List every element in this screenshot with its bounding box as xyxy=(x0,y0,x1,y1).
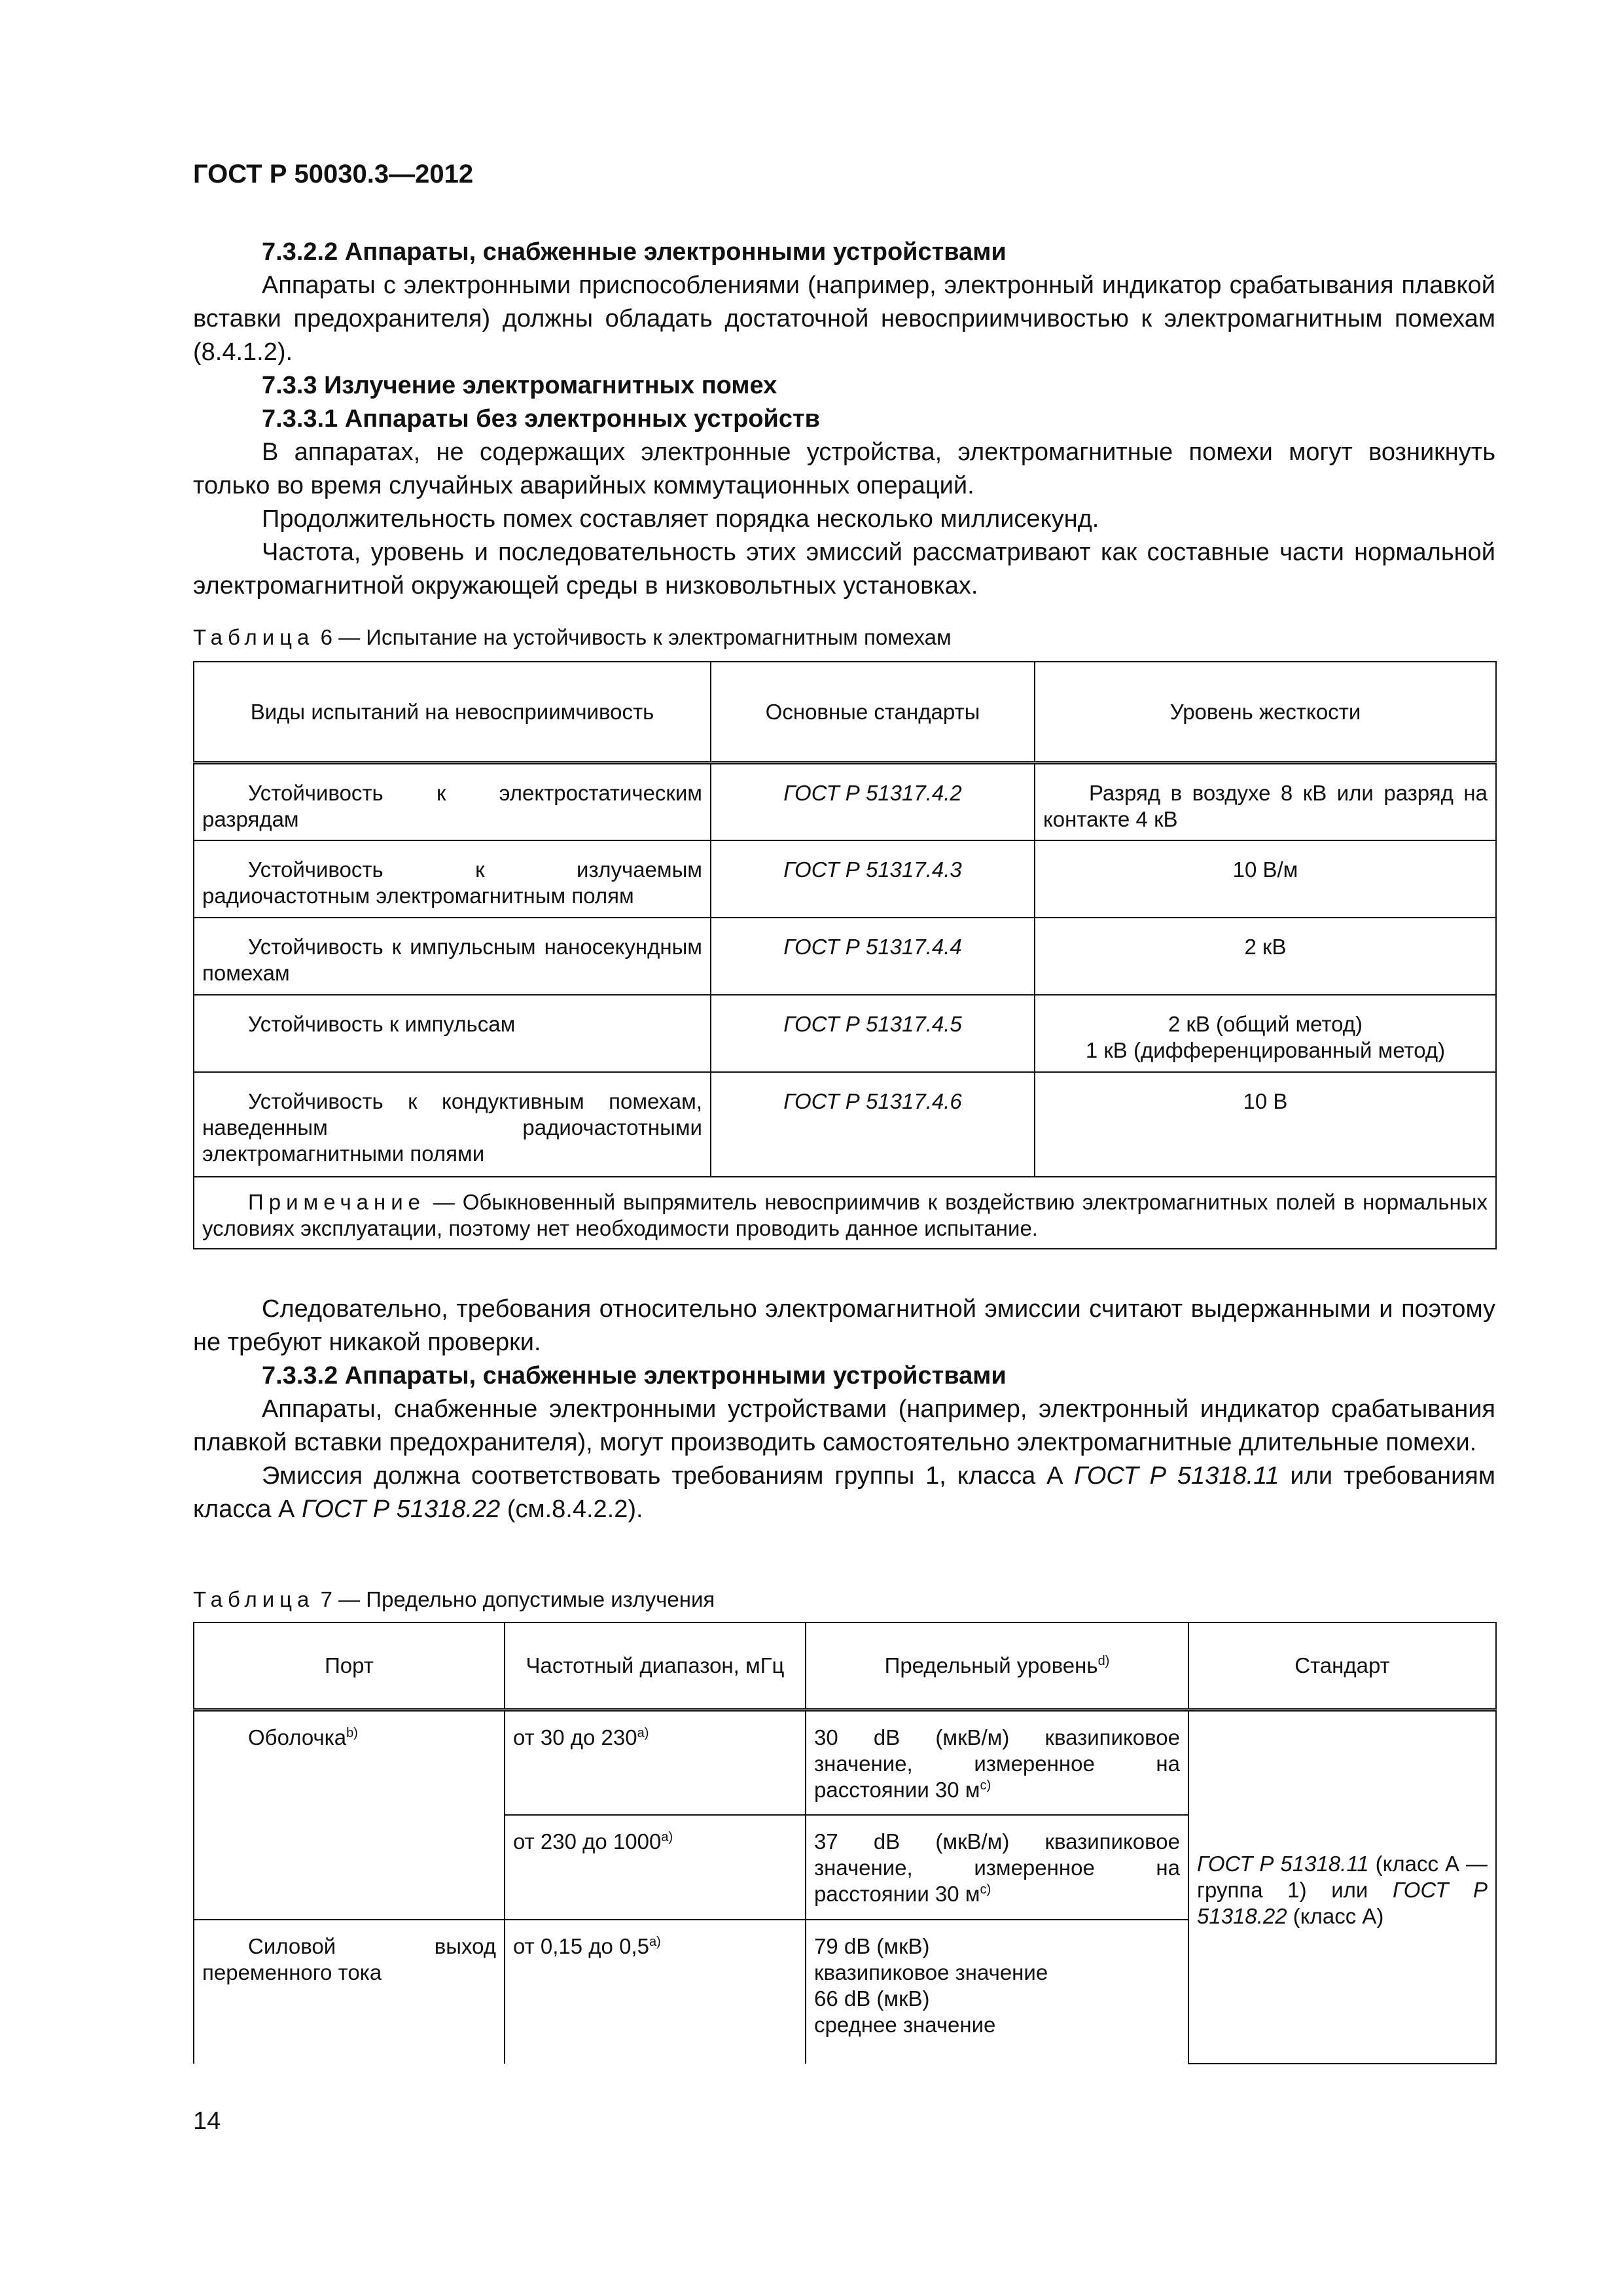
level-text: 30 dB (мкВ/м) квазипиковое значение, измеренное на расстоянии 30 м xyxy=(814,1725,1180,1802)
table-row xyxy=(194,1072,1496,1177)
footnote-mark: a) xyxy=(649,1934,661,1949)
table-header-row xyxy=(194,1623,1496,1710)
footnote-mark: b) xyxy=(346,1726,358,1740)
footnote-mark: a) xyxy=(661,1829,673,1844)
level-line: 1 кВ (дифференцированный метод) xyxy=(1085,1037,1446,1062)
caption-number: 7 xyxy=(320,1587,332,1611)
column-header: Уровень жесткости xyxy=(1035,662,1496,763)
column-header: Стандарт xyxy=(1188,1623,1496,1710)
column-header xyxy=(806,1623,1188,1710)
table-row xyxy=(194,995,1496,1072)
standard-reference: ГОСТ Р 51318.22 xyxy=(1197,1878,1488,1929)
level-cell xyxy=(1035,995,1496,1072)
frequency-cell xyxy=(505,1710,806,1815)
table-6 xyxy=(193,661,1497,1249)
frequency-cell xyxy=(505,1920,806,2064)
heading-7-3-3-2: 7.3.3.2 Аппараты, снабженные электронными устройствами xyxy=(262,1362,1007,1390)
table-row xyxy=(194,918,1496,995)
caption-text: — Испытание на устойчивость к электромагнитным помехам xyxy=(338,625,952,649)
heading-7-3-3: 7.3.3 Излучение электромагнитных помех xyxy=(262,372,777,399)
caption-text: — Предельно допустимые излучения xyxy=(338,1587,715,1611)
standard-text: (класс А) xyxy=(1287,1904,1384,1929)
paragraph xyxy=(193,1460,1495,1526)
table-7-caption xyxy=(193,1587,715,1612)
table-note-row xyxy=(194,1177,1496,1249)
column-header: Частотный диапазон, мГц xyxy=(505,1623,806,1710)
level-cell xyxy=(806,1710,1188,1815)
table-header-row xyxy=(194,662,1496,763)
text-run: (см.8.4.2.2). xyxy=(500,1496,643,1523)
header-text: Предельный уровень xyxy=(884,1653,1098,1677)
paragraph: В аппаратах, не содержащих электронные устройства, электромагнитные помехи могут возникнуть только во время случайных аварийных коммутационных операций. xyxy=(193,439,1495,499)
level-cell xyxy=(806,1815,1188,1920)
paragraph: Аппараты с электронными приспособлениями (например, электронный индикатор срабатывания плавкой вставки предохранителя) должны обладать достаточной невосприимчивостью к электромагнитным помехам (8.4.1.2). xyxy=(193,272,1495,366)
test-cell: Устойчивость к кондуктивным помехам, наведенным радиочастотными электромагнитными полями xyxy=(194,1072,711,1177)
column-header: Основные стандарты xyxy=(711,662,1035,763)
page-number: 14 xyxy=(193,2108,221,2135)
frequency-text: от 0,15 до 0,5 xyxy=(513,1933,649,1958)
standard-cell: ГОСТ Р 51317.4.5 xyxy=(711,995,1035,1072)
heading-7-3-2-2: 7.3.2.2 Аппараты, снабженные электронными устройствами xyxy=(262,238,1007,266)
frequency-text: от 230 до 1000 xyxy=(513,1829,662,1854)
text-run: Эмиссия должна соответствовать требованиям группы 1, класса А xyxy=(262,1462,1075,1490)
frequency-cell xyxy=(505,1815,806,1920)
standard-cell: ГОСТ Р 51317.4.4 xyxy=(711,918,1035,995)
paragraph: Следовательно, требования относительно электромагнитной эмиссии считают выдержанными и поэтому не требуют никакой проверки. xyxy=(193,1295,1495,1356)
column-header: Порт xyxy=(194,1623,505,1710)
port-cell xyxy=(194,1710,505,1920)
table-row xyxy=(194,763,1496,840)
standard-reference: ГОСТ Р 51318.22 xyxy=(301,1496,501,1523)
table-7 xyxy=(193,1622,1497,2064)
caption-number: 6 xyxy=(320,625,332,649)
test-cell: Устойчивость к импульсным наносекундным помехам xyxy=(194,918,711,995)
level-cell: 10 В xyxy=(1035,1072,1496,1177)
test-cell: Устойчивость к импульсам xyxy=(194,995,711,1072)
level-line: 2 кВ (общий метод) xyxy=(1168,1011,1363,1036)
frequency-text: от 30 до 230 xyxy=(513,1725,637,1749)
footnote-mark: d) xyxy=(1097,1654,1110,1668)
level-cell: 2 кВ xyxy=(1035,918,1496,995)
level-text: 37 dB (мкВ/м) квазипиковое значение, измеренное на расстоянии 30 м xyxy=(814,1829,1180,1906)
level-line: среднее значение xyxy=(814,2012,996,2037)
paragraph: Частота, уровень и последовательность этих эмиссий рассматривают как составные части нормальной электромагнитной окружающей среды в низковольтных установках. xyxy=(193,539,1495,600)
standard-cell: ГОСТ Р 51317.4.2 xyxy=(711,763,1035,840)
port-cell: Силовой выход переменного тока xyxy=(194,1920,505,2064)
level-line: квазипиковое значение xyxy=(814,1960,1048,1984)
port-text: Оболочка xyxy=(248,1725,347,1749)
footnote-mark: a) xyxy=(637,1726,649,1740)
standard-cell: ГОСТ Р 51317.4.3 xyxy=(711,840,1035,918)
level-cell: Разряд в воздухе 8 кВ или разряд на контакте 4 кВ xyxy=(1035,763,1496,840)
level-line: 79 dB (мкВ) xyxy=(814,1933,930,1958)
test-cell: Устойчивость к излучаемым радиочастотным электромагнитным полям xyxy=(194,840,711,918)
paragraph: Продолжительность помех составляет порядка несколько миллисекунд. xyxy=(262,505,1099,533)
standard-cell: ГОСТ Р 51317.4.6 xyxy=(711,1072,1035,1177)
note-text: — Обыкновенный выпрямитель невосприимчив к воздействию электромагнитных полей в нормальных условиях эксплуатации, поэтому нет необходимости проводить данное испытание. xyxy=(202,1189,1488,1240)
document-header: ГОСТ Р 50030.3—2012 xyxy=(193,160,474,188)
table-6-caption xyxy=(193,625,952,650)
table-note xyxy=(194,1177,1496,1249)
table-row xyxy=(194,840,1496,918)
standard-reference: ГОСТ Р 51318.11 xyxy=(1074,1462,1279,1490)
column-header: Виды испытаний на невосприимчивость xyxy=(194,662,711,763)
caption-label: Таблица xyxy=(193,625,315,649)
standard-text: (класс А — группа 1) или xyxy=(1197,1852,1488,1903)
caption-label: Таблица xyxy=(193,1587,315,1611)
text-run: или требованиям класса А xyxy=(193,1462,1495,1523)
footnote-mark: c) xyxy=(980,1778,991,1793)
section-7-3-3-2-block xyxy=(193,1293,1495,1526)
standard-reference: ГОСТ Р 51318.11 xyxy=(1197,1852,1369,1876)
level-cell xyxy=(806,1920,1188,2064)
paragraph: Аппараты, снабженные электронными устройствами (например, электронный индикатор срабатывания плавкой вставки предохранителя), могут производить самостоятельно электромагнитные длительные помехи. xyxy=(193,1395,1495,1456)
note-label: Примечание xyxy=(248,1189,426,1214)
section-7-3-2-2-block xyxy=(193,236,1495,603)
footnote-mark: c) xyxy=(980,1882,991,1897)
heading-7-3-3-1: 7.3.3.1 Аппараты без электронных устройств xyxy=(262,405,820,433)
standard-cell xyxy=(1188,1710,1496,2064)
table-row xyxy=(194,1710,1496,1815)
level-cell: 10 В/м xyxy=(1035,840,1496,918)
test-cell: Устойчивость к электростатическим разрядам xyxy=(194,763,711,840)
level-line: 66 dB (мкВ) xyxy=(814,1986,930,2011)
